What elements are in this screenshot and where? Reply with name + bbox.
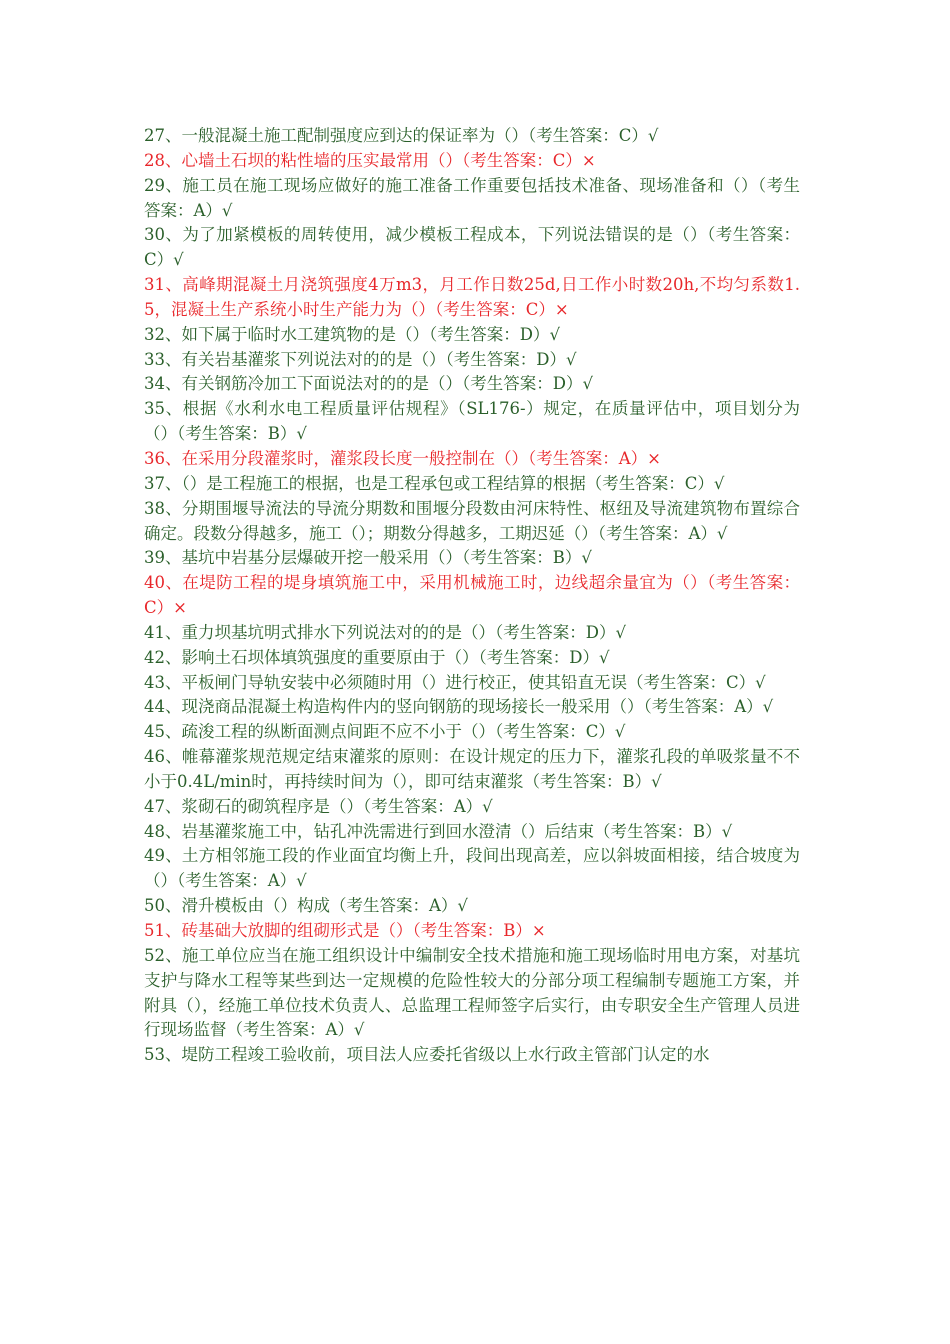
question-51: 51、砖基础大放脚的组砌形式是（）（考生答案：B）× xyxy=(144,921,546,940)
question-37: 37、（）是工程施工的根据，也是工程承包或工程结算的根据（考生答案：C）√ xyxy=(144,473,725,493)
question-38: 38、分期围堰导流法的导流分期数和围堰分段数由河床特性、枢纽及导流建筑物布置综合确定。段数分得越多，施工（）；期数分得越多，工期迟延（）（考生答案：A）√ xyxy=(144,498,800,543)
document-page xyxy=(144,124,800,1068)
question-47: 47、浆砌石的砌筑程序是（）（考生答案：A）√ xyxy=(144,796,493,816)
question-46: 46、帷幕灌浆规范规定结束灌浆的原则：在设计规定的压力下，灌浆孔段的单吸浆量不不小于0.4L/min时，再持续时间为（），即可结束灌浆（考生答案：B）√ xyxy=(144,747,800,791)
question-32: 32、如下属于临时水工建筑物的是（）（考生答案：D）√ xyxy=(144,324,560,344)
question-39: 39、基坑中岩基分层爆破开挖一般采用（）（考生答案：B）√ xyxy=(144,548,592,568)
question-27: 27、一般混凝土施工配制强度应到达的保证率为（）（考生答案：C）√ xyxy=(144,126,659,145)
question-43: 43、平板闸门导轨安装中必须随时用（）进行校正，使其铅直无误（考生答案：C）√ xyxy=(144,672,766,692)
question-30: 30、为了加紧模板的周转使用，减少模板工程成本，下列说法错误的是（）（考生答案：C）√ xyxy=(144,225,800,270)
question-40: 40、在堤防工程的堤身填筑施工中，采用机械施工时，边线超余量宜为（）（考生答案：C）× xyxy=(144,573,800,618)
question-41: 41、重力坝基坑明式排水下列说法对的的是（）（考生答案：D）√ xyxy=(144,622,626,642)
question-48: 48、岩基灌浆施工中，钻孔冲洗需进行到回水澄清（）后结束（考生答案：B）√ xyxy=(144,821,733,841)
question-31: 31、高峰期混凝土月浇筑强度4万m3，月工作日数25d,日工作小时数20h,不均匀系数1.5，混凝土生产系统小时生产能力为（）（考生答案：C）× xyxy=(144,275,800,319)
question-28: 28、心墙土石坝的粘性墙的压实最常用（）（考生答案：C）× xyxy=(144,150,596,170)
question-34: 34、有关钢筋冷加工下面说法对的的是（）（考生答案：D）√ xyxy=(144,374,593,394)
question-44: 44、现浇商品混凝土构造构件内的竖向钢筋的现场接长一般采用（）（考生答案：A）√ xyxy=(144,697,774,717)
question-33: 33、有关岩基灌浆下列说法对的的是（）（考生答案：D）√ xyxy=(144,349,577,369)
question-29: 29、施工员在施工现场应做好的施工准备工作重要包括技术准备、现场准备和（）（考生答案：A）√ xyxy=(144,175,800,220)
question-45: 45、疏浚工程的纵断面测点间距不应不小于（）（考生答案：C）√ xyxy=(144,722,626,742)
question-36: 36、在采用分段灌浆时，灌浆段长度一般控制在（）（考生答案：A）× xyxy=(144,448,661,468)
question-42: 42、影响土石坝体填筑强度的重要原由于（）（考生答案：D）√ xyxy=(144,647,610,667)
question-53: 53、堤防工程竣工验收前，项目法人应委托省级以上水行政主管部门认定的水 xyxy=(144,1045,710,1065)
question-52: 52、施工单位应当在施工组织设计中编制安全技术措施和施工现场临时用电方案，对基坑支护与降水工程等某些到达一定规模的危险性较大的分部分项工程编制专题施工方案，并附具（），经施工单位技术负责人、总监理工程师签字后实行，由专职安全生产管理人员进行现场监督（考生答案：A）√ xyxy=(144,945,800,1040)
question-49: 49、土方相邻施工段的作业面宜均衡上升，段间出现高差，应以斜坡面相接，结合坡度为（）（考生答案：A）√ xyxy=(144,846,800,891)
question-50: 50、滑升模板由（）构成（考生答案：A）√ xyxy=(144,896,468,916)
question-35: 35、根据《水利水电工程质量评估规程》（SL176-）规定，在质量评估中，项目划分为（）（考生答案：B）√ xyxy=(144,399,800,444)
